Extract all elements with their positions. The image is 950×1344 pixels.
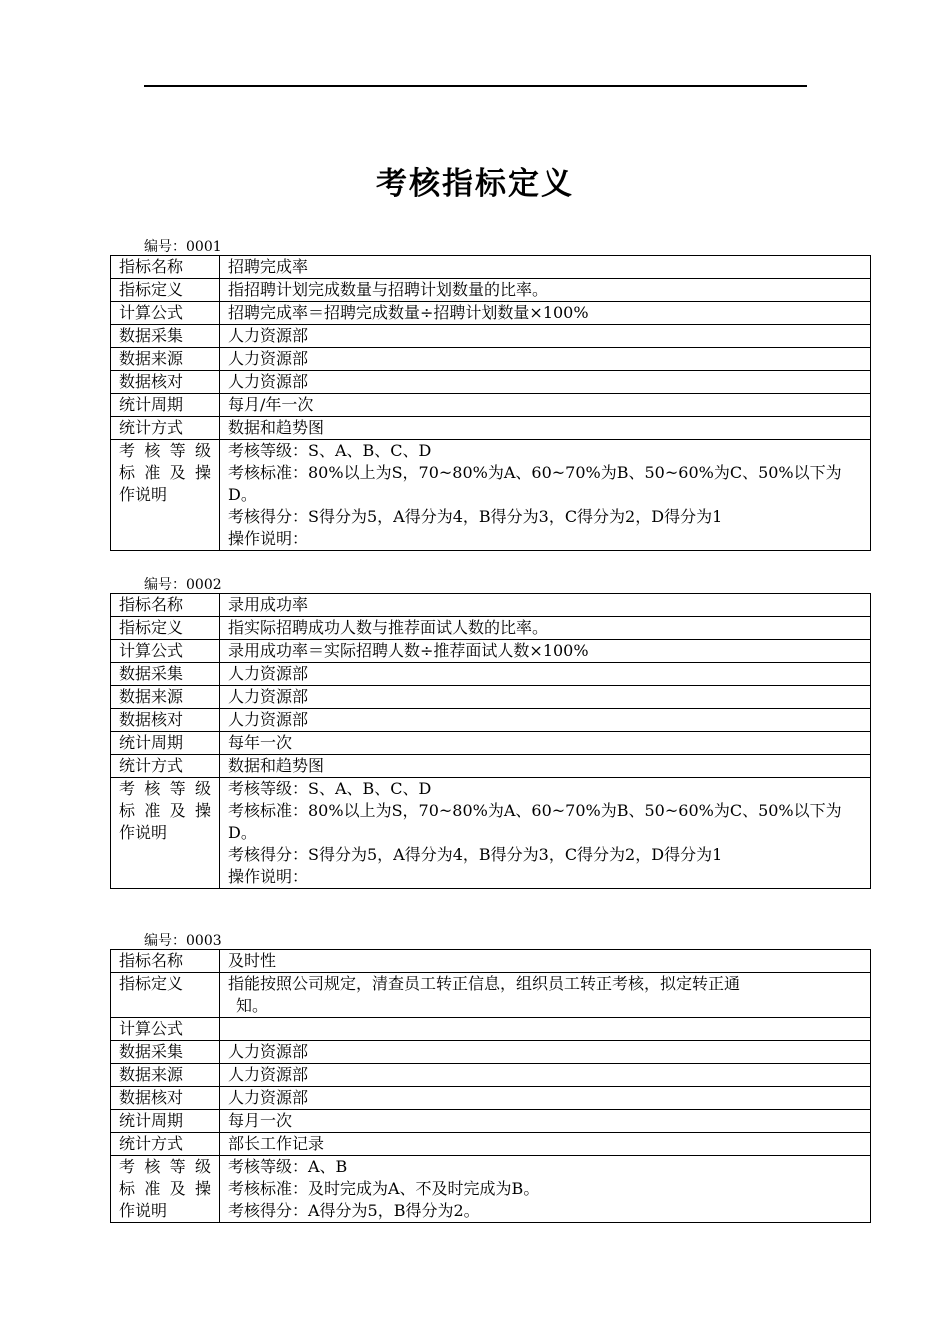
indicator-name: 招聘完成率 — [220, 256, 871, 279]
table-row — [111, 1064, 871, 1087]
row-label: 统计方式 — [111, 755, 220, 778]
row-label: 指标名称 — [111, 256, 220, 279]
row-label: 计算公式 — [111, 1018, 220, 1041]
criteria-label-line: 作说明 — [119, 485, 168, 504]
criteria-content — [220, 440, 871, 551]
row-label: 数据来源 — [111, 1064, 220, 1087]
row-label: 数据核对 — [111, 371, 220, 394]
row-label: 数据采集 — [111, 663, 220, 686]
row-label: 指标名称 — [111, 594, 220, 617]
criteria-grade: 考核等级：S、A、B、C、D — [228, 779, 432, 798]
indicator-name: 及时性 — [220, 950, 871, 973]
criteria-score: 考核得分：S得分为5，A得分为4，B得分为3，C得分为2，D得分为1 — [228, 507, 723, 526]
row-label: 统计周期 — [111, 394, 220, 417]
definition-line: 指能按照公司规定，清查员工转正信息，组织员工转正考核，拟定转正通 — [228, 974, 741, 993]
criteria-label-line: 标准及操 — [119, 801, 211, 820]
row-label: 计算公式 — [111, 640, 220, 663]
indicator-code: 编号：0001 — [144, 239, 222, 255]
definition-line: 知。 — [236, 996, 269, 1015]
statistic-method: 数据和趋势图 — [220, 755, 871, 778]
row-label: 指标定义 — [111, 973, 220, 1018]
criteria-label-line: 考核等级 — [119, 1157, 211, 1176]
criteria-label-line: 作说明 — [119, 823, 168, 842]
criteria-standard: 考核标准：及时完成为A、不及时完成为B。 — [228, 1179, 540, 1198]
row-label: 统计周期 — [111, 1110, 220, 1133]
indicator-definition — [220, 973, 871, 1018]
table-row — [111, 686, 871, 709]
table-row — [111, 594, 871, 617]
table-row — [111, 709, 871, 732]
table-row — [111, 1041, 871, 1064]
row-label: 数据采集 — [111, 325, 220, 348]
table-row — [111, 417, 871, 440]
row-label: 数据来源 — [111, 348, 220, 371]
table-row — [111, 663, 871, 686]
criteria-content — [220, 1156, 871, 1223]
table-row — [111, 394, 871, 417]
indicator-definition: 指实际招聘成功人数与推荐面试人数的比率。 — [220, 617, 871, 640]
row-label: 统计周期 — [111, 732, 220, 755]
table-row — [111, 950, 871, 973]
row-label: 计算公式 — [111, 302, 220, 325]
indicator-formula: 录用成功率＝实际招聘人数÷推荐面试人数×100% — [220, 640, 871, 663]
indicator-table — [110, 949, 871, 1223]
statistic-period: 每月/年一次 — [220, 394, 871, 417]
data-verification: 人力资源部 — [220, 371, 871, 394]
statistic-period: 每月一次 — [220, 1110, 871, 1133]
data-collection: 人力资源部 — [220, 325, 871, 348]
table-row — [111, 325, 871, 348]
table-row — [111, 778, 871, 889]
criteria-note: 操作说明： — [228, 867, 309, 886]
table-row — [111, 440, 871, 551]
row-label: 指标定义 — [111, 279, 220, 302]
row-label: 数据核对 — [111, 1087, 220, 1110]
table-row — [111, 755, 871, 778]
table-row — [111, 279, 871, 302]
statistic-period: 每年一次 — [220, 732, 871, 755]
data-verification: 人力资源部 — [220, 709, 871, 732]
table-row — [111, 1110, 871, 1133]
data-verification: 人力资源部 — [220, 1087, 871, 1110]
row-label: 指标名称 — [111, 950, 220, 973]
row-label: 数据核对 — [111, 709, 220, 732]
indicator-formula — [220, 1018, 871, 1041]
table-row — [111, 1133, 871, 1156]
criteria-label-line: 标准及操 — [119, 463, 211, 482]
criteria-label-line: 考核等级 — [119, 779, 211, 798]
indicator-table — [110, 255, 871, 551]
table-row — [111, 640, 871, 663]
criteria-label — [111, 440, 220, 551]
table-row — [111, 302, 871, 325]
indicator-definition: 指招聘计划完成数量与招聘计划数量的比率。 — [220, 279, 871, 302]
row-label: 统计方式 — [111, 1133, 220, 1156]
row-label: 数据来源 — [111, 686, 220, 709]
indicator-code: 编号：0002 — [144, 577, 222, 593]
page-title: 考核指标定义 — [376, 166, 574, 202]
criteria-score: 考核得分：S得分为5，A得分为4，B得分为3，C得分为2，D得分为1 — [228, 845, 723, 864]
table-row — [111, 1087, 871, 1110]
criteria-content — [220, 778, 871, 889]
data-source: 人力资源部 — [220, 686, 871, 709]
row-label: 指标定义 — [111, 617, 220, 640]
criteria-score: 考核得分：A得分为5，B得分为2。 — [228, 1201, 480, 1220]
criteria-standard: 考核标准：80%以上为S，70~80%为A、60~70%为B、50~60%为C、50%以下为D。 — [228, 801, 842, 842]
indicator-name: 录用成功率 — [220, 594, 871, 617]
indicator-table — [110, 593, 871, 889]
criteria-standard: 考核标准：80%以上为S，70~80%为A、60~70%为B、50~60%为C、50%以下为D。 — [228, 463, 842, 504]
header-rule — [144, 85, 807, 87]
criteria-label-line: 作说明 — [119, 1201, 168, 1220]
criteria-label — [111, 1156, 220, 1223]
row-label: 统计方式 — [111, 417, 220, 440]
criteria-grade: 考核等级：S、A、B、C、D — [228, 441, 432, 460]
table-row — [111, 617, 871, 640]
data-source: 人力资源部 — [220, 1064, 871, 1087]
criteria-label — [111, 778, 220, 889]
indicator-formula: 招聘完成率＝招聘完成数量÷招聘计划数量×100% — [220, 302, 871, 325]
criteria-note: 操作说明： — [228, 529, 309, 548]
criteria-label-line: 标准及操 — [119, 1179, 211, 1198]
indicator-code: 编号：0003 — [144, 933, 222, 949]
statistic-method: 部长工作记录 — [220, 1133, 871, 1156]
data-collection: 人力资源部 — [220, 663, 871, 686]
row-label: 数据采集 — [111, 1041, 220, 1064]
data-collection: 人力资源部 — [220, 1041, 871, 1064]
table-row — [111, 371, 871, 394]
table-row — [111, 732, 871, 755]
table-row — [111, 256, 871, 279]
table-row — [111, 1018, 871, 1041]
table-row — [111, 1156, 871, 1223]
criteria-label-line: 考核等级 — [119, 441, 211, 460]
data-source: 人力资源部 — [220, 348, 871, 371]
table-row — [111, 973, 871, 1018]
criteria-grade: 考核等级：A、B — [228, 1157, 348, 1176]
statistic-method: 数据和趋势图 — [220, 417, 871, 440]
table-row — [111, 348, 871, 371]
